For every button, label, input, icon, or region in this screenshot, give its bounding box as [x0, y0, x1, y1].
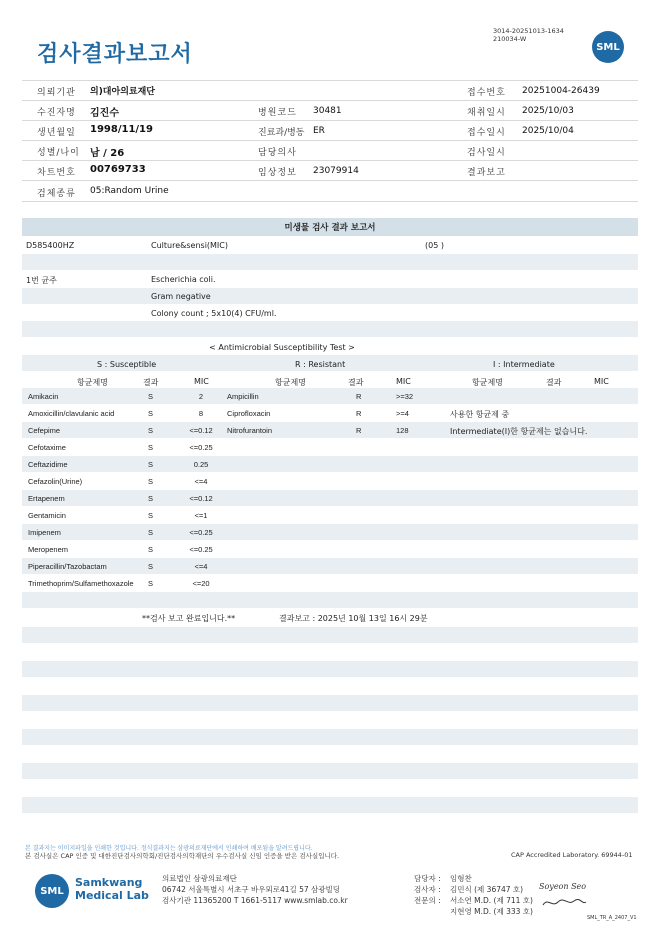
divider: [22, 120, 638, 121]
drug-result: S: [148, 409, 154, 418]
value-receipt-date: 2025/10/04: [522, 126, 574, 136]
document-id-line2: 210034-W: [493, 35, 527, 43]
drug-name: Ertapenem: [28, 494, 65, 503]
col-header-drug: 항균제명: [275, 378, 306, 387]
drug-result: S: [148, 562, 154, 571]
divider: [22, 180, 638, 181]
value-receipt-number: 20251004-26439: [522, 86, 600, 96]
value-hospital-code: 30481: [313, 106, 342, 116]
label-test-date: 검사일시: [467, 148, 506, 158]
label-result-report: 결과보고: [467, 168, 506, 178]
row-band: [22, 388, 638, 404]
drug-mic: 8: [198, 409, 204, 418]
organism-label: 1번 균주: [26, 276, 57, 285]
value-clinical-info: 23079914: [313, 166, 359, 176]
report-section-title: 미생물 검사 결과 보고서: [22, 218, 638, 236]
row-band: [22, 321, 638, 337]
value-requester: 의)대아의료재단: [90, 87, 155, 97]
drug-mic: <=20: [192, 579, 210, 588]
drug-mic: 0.25: [193, 460, 209, 469]
drug-result: S: [148, 392, 154, 401]
row-band: [22, 490, 638, 506]
label-doctor: 담당의사: [258, 148, 297, 158]
drug-mic: <=0.12: [189, 494, 213, 503]
lab-name: [75, 876, 149, 902]
label-patient-name: 수진자명: [37, 108, 76, 118]
drug-name: Ampicillin: [227, 392, 259, 401]
intermediate-note-2: Intermediate(I)한 항균제는 없습니다.: [450, 427, 588, 436]
intermediate-note-1: 사용한 항균제 중: [450, 410, 510, 419]
col-header-result: 결과: [143, 378, 159, 387]
label-clinical-info: 임상정보: [258, 168, 297, 178]
drug-result: S: [148, 460, 154, 469]
drug-name: Nitrofurantoin: [227, 426, 273, 435]
value-sex-age: 남 / 26: [90, 148, 125, 159]
org-name: 의료법인 삼광의료재단: [162, 874, 237, 883]
drug-name: Piperacillin/Tazobactam: [28, 562, 107, 571]
drug-name: Cefepime: [28, 426, 61, 435]
drug-result: S: [148, 511, 154, 520]
value-specimen-type: 05:Random Urine: [90, 186, 169, 196]
value-patient-name: 김진수: [90, 108, 119, 119]
divider: [22, 160, 638, 161]
drug-result: S: [148, 545, 154, 554]
staff-role-tester: 검사자 :: [414, 885, 441, 894]
drug-name: Amoxicillin/clavulanic acid: [28, 409, 115, 418]
drug-result: S: [148, 528, 154, 537]
document-id: [493, 27, 564, 43]
col-header-mic: MIC: [594, 377, 609, 386]
label-receipt-number: 접수번호: [467, 88, 506, 98]
col-header-drug: 항균제명: [472, 378, 503, 387]
row-band: [22, 763, 638, 779]
drug-name: Trimethoprim/Sulfamethoxazole: [28, 579, 134, 588]
legend-intermediate: I : Intermediate: [493, 360, 555, 369]
org-address: 06742 서울특별시 서초구 바우뫼로41길 57 삼광빌딩: [162, 885, 341, 894]
value-department: ER: [313, 126, 325, 136]
label-receipt-date: 접수일시: [467, 128, 506, 138]
drug-name: Imipenem: [28, 528, 61, 537]
drug-mic: <=1: [194, 511, 208, 520]
divider: [22, 140, 638, 141]
drug-mic: <=0.25: [189, 528, 213, 537]
staff-role-manager: 담당자 :: [414, 874, 441, 883]
test-code: D585400HZ: [26, 241, 75, 250]
label-chart-number: 차트번호: [37, 168, 76, 178]
col-header-drug: 항균제명: [77, 378, 108, 387]
value-chart-number: 00769733: [90, 164, 146, 175]
row-band: [22, 797, 638, 813]
org-contact: 검사기관 11365200 T 1661-5117 www.smlab.co.kr: [162, 896, 348, 905]
row-band: [22, 288, 638, 304]
ast-title: < Antimicrobial Susceptibility Test >: [209, 343, 355, 352]
drug-mic: <=0.12: [189, 426, 213, 435]
drug-mic: <=4: [194, 562, 208, 571]
divider: [22, 80, 638, 81]
colony-count: Colony count ; 5x10(4) CFU/ml.: [151, 309, 277, 318]
label-birthdate: 생년월일: [37, 128, 76, 138]
test-number: (05 ): [425, 241, 444, 250]
divider: [22, 100, 638, 101]
col-header-mic: MIC: [194, 377, 209, 386]
drug-result: S: [148, 579, 154, 588]
document-id-line1: 3014-20251013-1634: [493, 27, 564, 35]
signature: Soyeon Seo: [539, 882, 587, 891]
drug-name: Gentamicin: [28, 511, 66, 520]
row-band: [22, 524, 638, 540]
staff-name-manager: 임형찬: [450, 874, 472, 883]
lab-name-line1: Samkwang: [75, 876, 143, 889]
col-header-result: 결과: [546, 378, 562, 387]
sml-logo: SML: [592, 31, 624, 63]
drug-mic: <=0.25: [189, 545, 213, 554]
sml-footer-logo-icon: SML: [35, 874, 69, 908]
drug-name: Meropenem: [28, 545, 69, 554]
value-birthdate: 1998/11/19: [90, 124, 153, 135]
row-band: [22, 558, 638, 574]
drug-result: S: [148, 494, 154, 503]
row-band: [22, 627, 638, 643]
cap-accreditation: CAP Accredited Laboratory. 69944-01: [511, 851, 633, 859]
drug-result: S: [148, 443, 154, 452]
row-band: [22, 592, 638, 608]
drug-mic: >=32: [396, 392, 414, 401]
label-specimen-type: 검체종류: [37, 189, 76, 199]
test-name: Culture&sensi(MIC): [151, 241, 228, 250]
row-band: [22, 661, 638, 677]
drug-name: Cefotaxime: [28, 443, 66, 452]
drug-name: Ceftazidime: [28, 460, 68, 469]
signature-scribble-icon: [540, 896, 588, 910]
drug-result: R: [356, 409, 362, 418]
lab-name-line2: Medical Lab: [75, 889, 149, 902]
page-title: 검사결과보고서: [37, 42, 193, 67]
drug-result: R: [356, 426, 362, 435]
report-complete: **검사 보고 완료입니다.**: [142, 614, 236, 623]
accreditation-notice: 본 검사실은 CAP 인증 및 대한진단검사의학회/진단검사의학재단의 우수검사실 신임 인증을 받은 검사실입니다.: [25, 852, 340, 860]
organism-name: Escherichia coli.: [151, 275, 216, 284]
row-band: [22, 254, 638, 270]
drug-name: Cefazolin(Urine): [28, 477, 83, 486]
report-time: 결과보고 : 2025년 10월 13일 16시 29분: [279, 614, 428, 623]
row-band: [22, 456, 638, 472]
row-band: [22, 729, 638, 745]
form-code: SML_TR_A_2407_V1: [587, 915, 637, 921]
drug-name: Amikacin: [28, 392, 59, 401]
row-band: [22, 695, 638, 711]
legend-susceptible: S : Susceptible: [97, 360, 157, 369]
col-header-mic: MIC: [396, 377, 411, 386]
staff-name-specialist-1: 서소연 M.D. (제 711 호): [450, 896, 533, 905]
staff-name-tester: 김민식 (제 36747 호): [450, 885, 524, 894]
gram-stain: Gram negative: [151, 292, 211, 301]
label-department: 진료과/병동: [258, 128, 305, 138]
drug-name: Ciprofloxacin: [227, 409, 271, 418]
staff-name-specialist-2: 지현영 M.D. (제 333 호): [450, 907, 533, 916]
label-sex-age: 성별/나이: [37, 148, 80, 158]
print-notice: 본 결과지는 이미지파일을 인쇄한 것입니다. 정식결과지는 삼광의료재단에서 인쇄하여 배포됨을 알려드립니다.: [25, 845, 313, 852]
label-hospital-code: 병원코드: [258, 108, 297, 118]
drug-mic: 2: [198, 392, 204, 401]
drug-result: S: [148, 477, 154, 486]
drug-result: S: [148, 426, 154, 435]
label-requester: 의뢰기관: [37, 88, 76, 98]
drug-result: R: [356, 392, 362, 401]
label-collection-date: 채취일시: [467, 108, 506, 118]
drug-mic: <=0.25: [189, 443, 213, 452]
legend-resistant: R : Resistant: [295, 360, 346, 369]
col-header-result: 결과: [348, 378, 364, 387]
divider: [22, 201, 638, 202]
staff-role-specialist: 전문의 :: [414, 896, 441, 905]
drug-mic: 128: [396, 426, 409, 435]
drug-mic: >=4: [396, 409, 409, 418]
drug-mic: <=4: [194, 477, 208, 486]
value-collection-date: 2025/10/03: [522, 106, 574, 116]
